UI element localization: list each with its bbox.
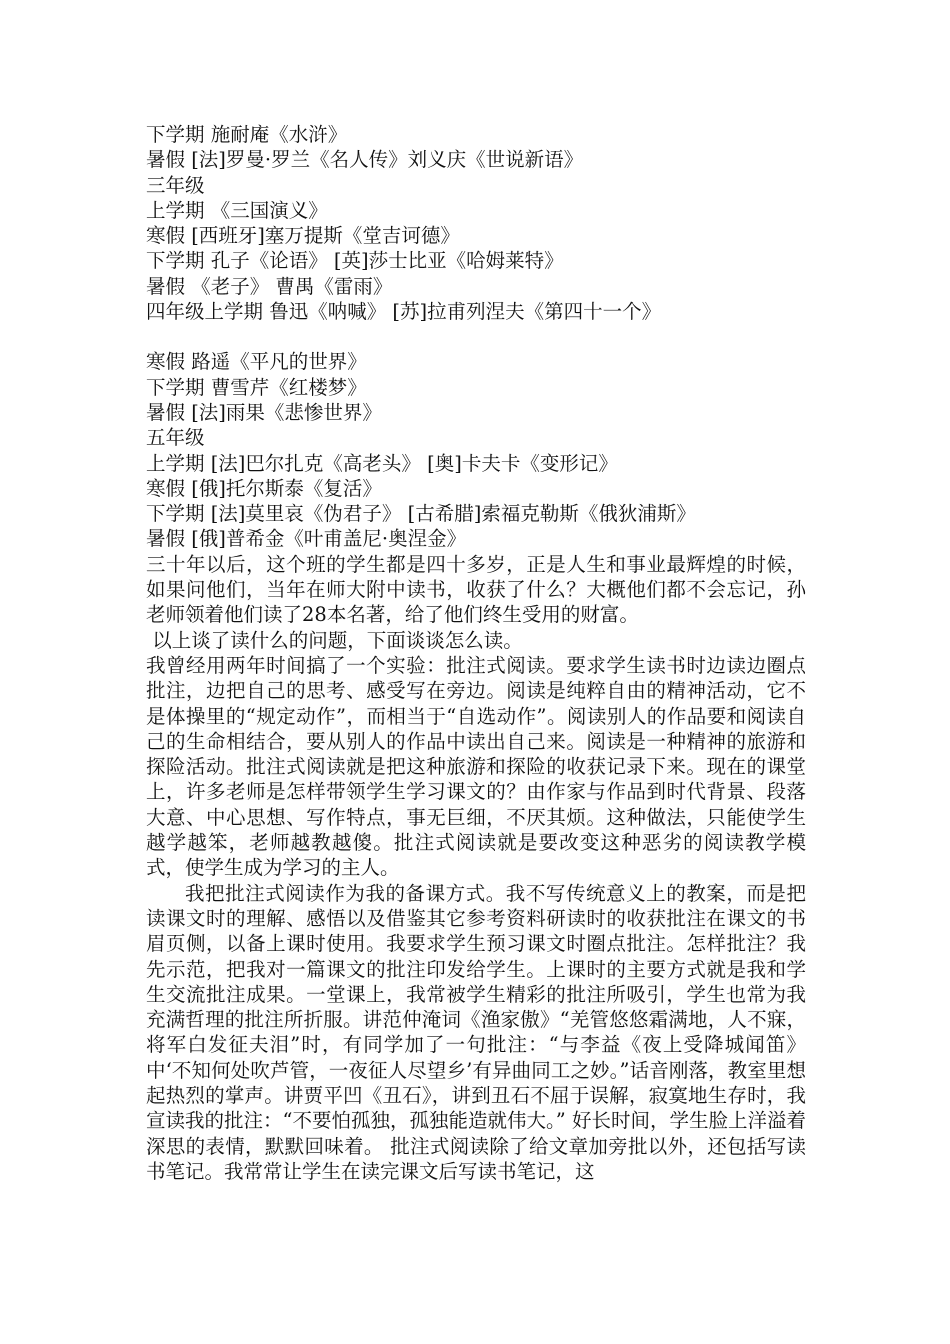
reading-list-line: 下学期 曹雪芹《红楼梦》 — [146, 375, 367, 399]
reading-list-line: 暑假 [俄]普希金《叶甫盖尼·奥涅金》 — [146, 527, 467, 551]
reading-list-line: 暑假 [法]罗曼·罗兰《名人传》刘义庆《世说新语》 — [146, 148, 584, 172]
reading-list-line: 寒假 路遥《平凡的世界》 — [146, 350, 367, 374]
reading-list-line: 上学期 《三国演义》 — [146, 198, 328, 222]
reading-list-line: 下学期 孔子《论语》 [英]莎士比亚《哈姆莱特》 — [146, 249, 564, 273]
reading-list-line: 暑假 [法]雨果《悲惨世界》 — [146, 400, 382, 424]
reading-list-line: 四年级上学期 鲁迅《呐喊》 [苏]拉甫列涅夫《第四十一个》 — [146, 300, 662, 324]
grade-heading: 三年级 — [146, 173, 205, 197]
paragraph-lesson-preparation: 我把批注式阅读作为我的备课方式。我不写传统意义上的教案，而是把读课文时的理解、感悟以及借鉴其它参考资料研读时的收获批注在课文的书眉页侧，以备上课时使用。我要求学生预习课文时圈点批注。怎样批注？我先示范，把我对一篇课文的批注印发给学生。上课时的主要方式就是我和学生交流批注成果。一堂课上，我常被学生精彩的批注所吸引，学生也常为我充满哲理的批注所折服。讲范仲淹词《渔家傲》“羌管悠悠霜满地，人不寐，将军白发征夫泪”时，有同学加了一句批注：“与李益《夜上受降城闻笛》中‘不知何处吹芦管，一夜征人尽望乡’有异曲同工之妙。”话音刚落，教室里想起热烈的掌声。讲贾平凹《丑石》，讲到丑石不屈于误解，寂寞地生存时，我宣读我的批注：“不要怕孤独，孤独能造就伟大。” 好长时间，学生脸上洋溢着深思的表情，默默回味着。 批注式阅读除了给文章加旁批以外，还包括写读书笔记。我常常让学生在读完课文后写读书笔记，这 — [146, 881, 806, 1183]
reading-list-line: 暑假 《老子》 曹禺《雷雨》 — [146, 274, 393, 298]
document-page — [146, 122, 806, 1184]
paragraph-transition: 以上谈了读什么的问题，下面谈谈怎么读。 — [146, 628, 523, 652]
reading-list-line: 上学期 [法]巴尔扎克《高老头》 [奥]卡夫卡《变形记》 — [146, 451, 618, 475]
reading-list-line: 寒假 [西班牙]塞万提斯《堂吉诃德》 — [146, 224, 460, 248]
paragraph-outcome: 三十年以后，这个班的学生都是四十多岁，正是人生和事业最辉煌的时候，如果问他们，当年在师大附中读书，收获了什么？大概他们都不会忘记，孙老师领着他们读了28本名著，给了他们终生受用的财富。 — [146, 552, 806, 627]
reading-list-line: 寒假 [俄]托尔斯泰《复活》 — [146, 476, 382, 500]
reading-list-line: 下学期 施耐庵《水浒》 — [146, 123, 348, 146]
reading-list-line: 下学期 [法]莫里哀《伪君子》 [古希腊]索福克勒斯《俄狄浦斯》 — [146, 502, 696, 526]
blank-line — [146, 324, 806, 349]
grade-heading: 五年级 — [146, 426, 205, 450]
reading-list — [146, 122, 806, 552]
paragraph-annotation-experiment: 我曾经用两年时间搞了一个实验：批注式阅读。要求学生读书时边读边圈点批注，边把自己的思考、感受写在旁边。阅读是纯粹自由的精神活动，它不是体操里的“规定动作”，而相当于“自选动作”。阅读别人的作品要和阅读自己的生命相结合，要从别人的作品中读出自己来。阅读是一种精神的旅游和探险活动。批注式阅读就是把这种旅游和探险的收获记录下来。现在的课堂上，许多老师是怎样带领学生学习课文的？由作家与作品到时代背景、段落大意、中心思想、写作特点，事无巨细，不厌其烦。这种做法，只能使学生越学越笨，老师越教越傻。批注式阅读就是要改变这种恶劣的阅读教学模式，使学生成为学习的主人。 — [146, 653, 806, 880]
